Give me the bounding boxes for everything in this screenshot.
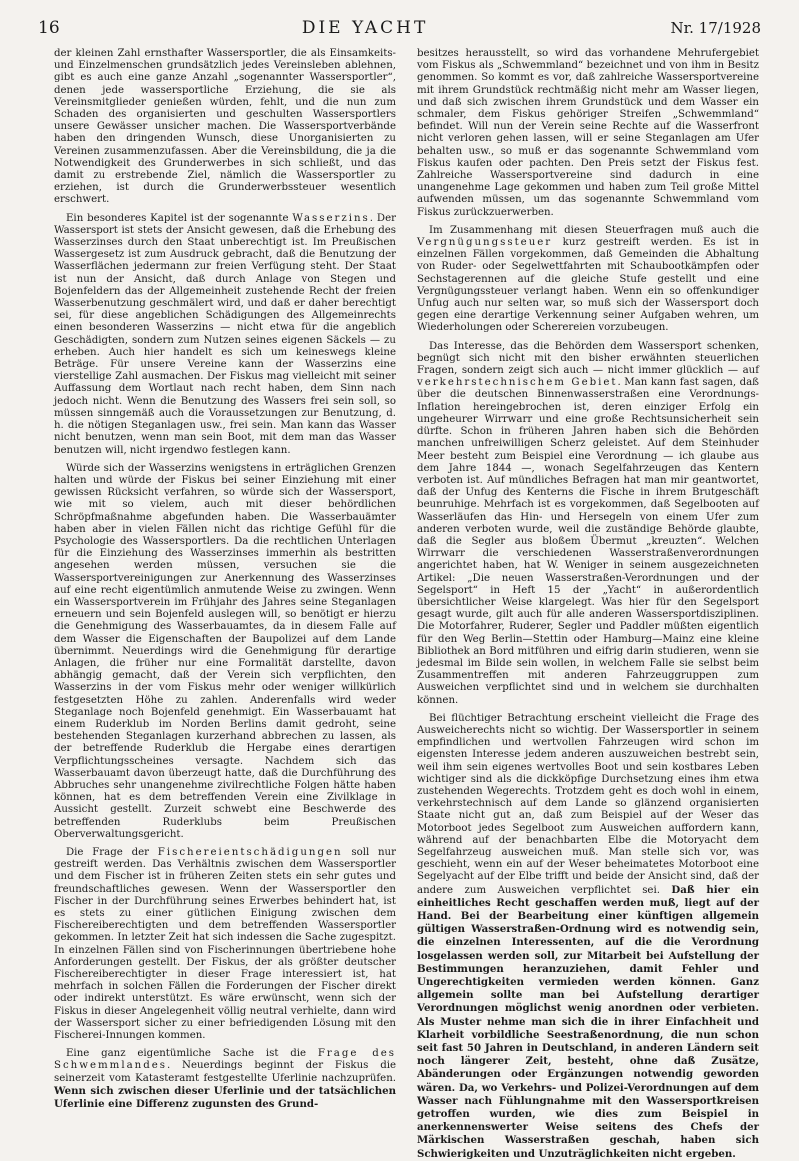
article-body: [54, 48, 760, 1160]
left-column: [54, 48, 396, 1111]
text-run: Im Zusammenhang mit diesen Steuerfragen muß auch die: [429, 224, 759, 236]
text-run: Bei flüchtiger Betrachtung erscheint vielleicht die Frage des Ausweicherechts nicht so wichtig. Der Wassersportler in seinem empfindlichen und wertvollen Fahrzeugen wird schon im eigensten Interesse jedem anderen auszuweichen bestrebt sein, weil ihm sein eigenes wertvolles Boot und sein kostbares Leben wichtiger sind als die dickköpfige Durchsetzung eines ihm etwa zustehenden Wegerechts. Trotzdem geht es doch wohl in einem, verkehrstechnisch auf dem Lande so glänzend organisierten Staate nicht gut an, daß zum Beispiel auf der Weser das Motorboot jedes Segelboot zum Ausweichen auffordern kann, während auf der benachbarten Elbe die Motoryacht dem Segelfahrzeug ausweichen muß. Man stelle sich vor, was geschieht, wenn ein auf der Weser beheimatetes Motorboot eine Segelyacht auf der Elbe trifft und beide der Ansicht sind, daß der andere zum Ausweichen verpflichtet sei.: [417, 712, 759, 896]
spaced-keyword: Fischereientschädigungen: [157, 847, 343, 858]
paragraph-p6: [417, 48, 759, 219]
text-run: Ein besonderes Kapitel ist der sogenannte: [66, 212, 293, 224]
text-run: der kleinen Zahl ernsthafter Wassersportler, die als Einsamkeits- und Einzelmenschen grundsätzlich jedes Vereinsleben ablehnen, gibt es auch eine ganze Anzahl „sogenannter Wassersportler“, denen jede wassersportliche Erziehung, die sie als Vereinsmitglieder genießen würden, fehlt, und die nun zum Schaden des organisierten und geschulten Wassersportlers unsere Gewässer unsicher machen. Die Wassersportverbände haben den dringenden Wunsch, diese Unorganisierten zu Vereinen zusammenzufassen. Aber die Vereinsbildung, die ja die Notwendigkeit des Grunderwerbes in sich schließt, und das damit zu erstrebende Ziel, nämlich die Wassersportler zu erziehen, ist durch die Grunderwerbssteuer wesentlich erschwert.: [54, 48, 396, 206]
paragraph-p9: [417, 713, 759, 1161]
spaced-keyword: Wasserzins: [292, 212, 370, 224]
spaced-keyword: Frage des Schwemmlandes: [54, 1048, 396, 1072]
spaced-keyword: verkehrstechnischem Gebiet: [417, 377, 618, 389]
text-run: Eine ganz eigentümliche Sache ist die: [66, 1048, 318, 1060]
text-run: . Man kann fast sagen, daß über die deutschen Binnenwasserstraßen eine Verordnungs-Inflation hereingebrochen ist, deren einziger Erfolg ein ungeheurer Wirrwarr und eine große Rechtsunsicherheit sein dürfte. Schon in früheren Jahren haben sich die Behörden manchen unfreiwilligen Scherz geleistet. Auf dem Steinhuder Meer besteht zum Beispiel eine Verordnung — ich glaube aus dem Jahre 1844 —, wonach Segelfahrzeugen das Kentern verboten ist. Auf mündliches Befragen hat man mir geantwortet, daß der Unfug des Kenterns die Fische in ihrem Brutgeschäft beunruhige. Mehrfach ist es vorgekommen, daß Segelbooten auf Wasserläufen das Hin- und Hersegeln von einem Ufer zum anderen verboten wurde, weil die zuständige Behörde glaubte, daß die Segler aus bloßem Übermut „kreuzten“. Welchen Wirrwarr die verschiedenen Wasserstraßenverordnungen angerichtet haben, hat W. Weniger in seinem ausgezeichneten Artikel: „Die neuen Wasserstraßen-Verordnungen und der Segelsport“ in Heft 15 der „Yacht“ in außerordentlich übersichtlicher Weise klargelegt. Was hier für den Segelsport gesagt wurde, gilt auch für alle anderen Wassersportdisziplinen. Die Motorfahrer, Ruderer, Segler und Paddler müßten eigentlich für den Weg Berlin—Stettin oder Hamburg—Mainz eine kleine Bibliothek an Bord mitführen und eifrig darin studieren, wenn sie jedesmal im Bilde sein wollen, in welchem Falle sie selbst beim Zusammentreffen mit anderen Fahrzeuggruppen zum Ausweichen verpflichtet sind und in welchem sie durchhalten können.: [417, 377, 759, 706]
page-header: [38, 18, 761, 40]
paragraph-p2: [54, 213, 396, 457]
text-run: kurz gestreift werden. Es ist in einzelnen Fällen vorgekommen, daß Gemeinden die Abhaltung von Ruder- oder Segelwettfahrten mit Schaubootkämpfen oder Sechstagerennen auf die gleiche Stufe gestellt und eine Vergnügungssteuer verlangt haben. Wenn ein so offenkundiger Unfug auch nur selten war, so muß sich der Wassersport doch gegen eine derartige Verkennung seiner Aufgaben wehren, um Wiederholungen oder Scherereien vorzubeugen.: [417, 237, 759, 334]
text-run: soll nur gestreift werden. Das Verhältnis zwischen dem Wassersportler und dem Fischer ist in früheren Zeiten stets ein sehr gutes und freundschaftliches gewesen. Wenn der Wassersportler den Fischer in der Durchführung seines Erwerbes behindert hat, ist es stets zu einer gütlichen Einigung zwischen dem Fischereiberechtigten und dem betreffenden Wassersportler gekommen. In letzter Zeit hat sich indessen die Sache zugespitzt. In einzelnen Fällen sind von Fischerinnungen übertriebene hohe Anforderungen gestellt. Der Fiskus, der als größter deutscher Fischereiberechtigter in dieser Frage interessiert ist, hat mehrfach in solchen Fällen die Forderungen der Fischer direkt oder indirekt unterstützt. Es wäre erwünscht, wenn sich der Fiskus in dieser Angelegenheit völlig neutral verhielte, dann wird der Wassersport sicher zu einer befriedigenden Lösung mit den Fischerei-Innungen kommen.: [54, 847, 396, 1042]
text-run: Würde sich der Wasserzins wenigstens in erträglichen Grenzen halten und würde der Fiskus bei seiner Einziehung mit einer gewissen Rücksicht verfahren, so würde sich der Wassersport, wie mit so vielem, auch mit dieser behördlichen Schröpfmaßnahme abgefunden haben. Die Wasserbauämter haben aber in vielen Fällen nicht das richtige Gefühl für die Psychologie des Wassersportlers. Da die rechtlichen Unterlagen für die Einziehung des Wasserzinses immerhin als bestritten angesehen werden müssen, versuchen sie die Wassersportvereinigungen zur Anerkennung des Wasserzinses auf eine recht eigentümlich anmutende Weise zu zwingen. Wenn ein Wassersportverein im Frühjahr des Jahres seine Steganlagen erneuern und sein Bojenfeld auslegen will, so benötigt er hierzu die Genehmigung des Wasserbauamtes, da in diesem Falle auf dem Wasser die Eigenschaften der Baupolizei auf dem Lande übernimmt. Neuerdings wird die Genehmigung für derartige Anlagen, die früher nur eine Formalität darstellte, davon abhängig gemacht, daß der Verein sich verpflichten, den Wasserzins in der vom Fiskus mehr oder weniger willkürlich festgesetzten Höhe zu zahlen. Anderenfalls wird weder Steganlage noch Bojenfeld genehmigt. Ein Wasserbauamt hat einem Ruderklub im Norden Berlins damit gedroht, seine bestehenden Steganlagen kurzerhand abbrechen zu lassen, als der betreffende Ruderklub die Hergabe eines derartigen Verpflichtungsscheines versagte. Nachdem sich das Wasserbauamt davon überzeugt hatte, daß die Durchführung des Abbruches sehr unangenehme zivilrechtliche Folgen hätte haben können, hat es dem betreffenden Verein eine Zivilklage in Aussicht gestellt. Zurzeit schwebt eine Beschwerde des betreffenden Ruderklubs beim Preußischen Oberverwaltungsgericht.: [54, 462, 396, 840]
spaced-keyword: Vergnügungssteuer: [417, 237, 553, 249]
text-run: . Neuerdings beginnt der Fiskus die seinerzeit vom Katasteramt festgestellte Uferlinie nachzuprüfen.: [54, 1060, 396, 1084]
bold-text: Wenn sich zwischen dieser Uferlinie und der tatsächlichen Uferlinie eine Differenz zugunsten des Grund-: [54, 1084, 396, 1111]
right-column: [417, 48, 760, 1160]
bold-text: Daß hier ein einheitliches Recht geschaffen werden muß, liegt auf der Hand. Bei der Bearbeitung einer künftigen allgemein gültigen Wasserstraßen-Ordnung wird es notwendig sein, die einzelnen Interessenten, auf die die Verordnung losgelassen werden soll, zur Mitarbeit bei Aufstellung der Bestimmungen heranzuziehen, damit Fehler und Ungerechtigkeiten vermieden werden können. Ganz allgemein sollte man bei Aufstellung derartiger Verordnungen möglichst wenig anordnen oder verbieten. Als Muster nehme man sich die in ihrer Einfachheit und Klarheit vorbildliche Seestraßenordnung, die nun schon seit fast 50 Jahren in Deutschland, in anderen Ländern seit noch längerer Zeit, besteht, ohne daß Zusätze, Abänderungen oder Ergänzungen notwendig geworden wären. Da, wo Verkehrs- und Polizei-Verordnungen auf dem Wasser nach Fühlungnahme mit den Wassersportkreisen getroffen wurden, wie dies zum Beispiel in anerkennenswerter Weise seitens des Chefs der Märkischen Wasserstraßen geschah, haben sich Schwierigkeiten und Unzuträglichkeiten nicht ergeben.: [417, 883, 760, 1160]
paragraph-p5: [54, 1048, 396, 1111]
text-run: . Der Wassersport ist stets der Ansicht gewesen, daß die Erhebung des Wasserzinses durch den Staat unberechtigt ist. Im Preußischen Wassergesetz ist zum Ausdruck gebracht, daß die Benutzung der Wasserflächen jedermann zur freien Verfügung steht. Der Staat ist nun der Ansicht, daß durch Anlage von Stegen und Bojenfeldern das der Allgemeinheit zustehende Recht der freien Wasserbenutzung geschmälert wird, und daß er daher berechtigt sei, für diese angeblichen Schädigungen des Allgemeinrechts einen besonderen Wasserzins — nicht etwa für die angeblich Geschädigten, sondern zum Nutzen seines eigenen Säckels — zu erheben. Auch hier handelt es sich um keineswegs kleine Beträge. Für unsere Vereine kann der Wasserzins eine vierstellige Zahl ausmachen. Der Fiskus mag vielleicht mit seiner Auffassung dem Wortlaut nach recht haben, dem Sinn nach jedoch nicht. Wenn die Benutzung des Wassers frei sein soll, so müssen sinngemäß auch die Voraussetzungen zur Benutzung, d. h. die nötigen Steganlagen usw., frei sein. Man kann das Wasser nicht benutzen, wenn man sein Boot, mit dem man das Wasser benutzen will, nicht irgendwo festlegen kann.: [54, 212, 396, 456]
paragraph-p7: [417, 225, 759, 335]
paragraph-p4: [54, 847, 396, 1042]
paragraph-p8: [417, 341, 759, 707]
issue-number: Nr. 17/1928: [670, 19, 761, 37]
paragraph-p3: [54, 463, 396, 841]
text-run: Das Interesse, das die Behörden dem Wassersport schenken, begnügt sich nicht mit den bisher erwähnten steuerlichen Fragen, sondern zeigt sich auch — nicht immer glücklich — auf: [417, 340, 759, 377]
text-run: besitzes herausstellt, so wird das vorhandene Mehrufergebiet vom Fiskus als „Schwemmland“ bezeichnet und von ihm in Besitz genommen. So kommt es vor, daß zahlreiche Wassersportvereine mit ihrem Grundstück rechtmäßig nicht mehr am Wasser liegen, und daß sich zwischen ihrem Grundstück und dem Wasser ein schmaler, dem Fiskus gehöriger Streifen „Schwemmland“ befindet. Will nun der Verein seine Rechte auf die Wasserfront nicht verloren gehen lassen, will er seine Steganlagen am Ufer behalten usw., so muß er das sogenannte Schwemmland vom Fiskus kaufen oder pachten. Den Preis setzt der Fiskus fest. Zahlreiche Wassersportvereine sind dadurch in eine unangenehme Lage gekommen und haben zum Teil große Mittel aufwenden müssen, um das sogenannte Schwemmland vom Fiskus zurückzuerwerben.: [417, 48, 759, 218]
journal-title: DIE YACHT: [301, 18, 429, 38]
paragraph-p1: [54, 48, 396, 207]
page-number: 16: [38, 18, 60, 38]
text-run: Die Frage der: [66, 847, 158, 858]
